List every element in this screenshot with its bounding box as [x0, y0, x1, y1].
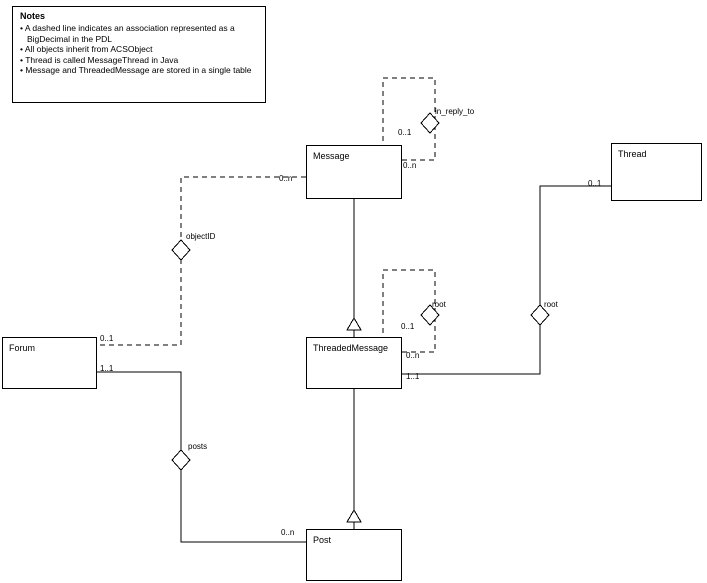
class-box-message[interactable]	[306, 145, 402, 199]
class-name-message: Message	[313, 151, 350, 161]
class-box-forum[interactable]	[2, 337, 97, 389]
notes-title: Notes	[20, 11, 46, 21]
role-label-in-reply-to: in_reply_to	[435, 107, 475, 116]
role-label-posts: posts	[188, 442, 208, 451]
multiplicity-label: 1..1	[100, 364, 114, 373]
multiplicity-label: 0..n	[406, 351, 420, 360]
note-item: • Thread is called MessageThread in Java	[20, 55, 259, 66]
generalization-arrow-message	[347, 318, 361, 330]
notes-box	[12, 6, 266, 103]
multiplicity-label: 0..1	[100, 334, 114, 343]
multiplicity-label: 0..1	[588, 179, 602, 188]
edge-forum-posts-post	[97, 372, 306, 542]
multiplicity-label: 0..n	[403, 161, 417, 170]
class-name-threadedmessage: ThreadedMessage	[313, 343, 389, 353]
note-item: • A dashed line indicates an association represented as a BigDecimal in the PDL	[20, 23, 259, 44]
edge-thread-root-threadedmessage	[402, 186, 611, 374]
class-box-thread[interactable]	[611, 143, 702, 201]
class-name-thread: Thread	[618, 149, 647, 159]
multiplicity-label: 0..1	[398, 128, 412, 137]
role-label-root-thread: root	[544, 300, 558, 309]
diamond-objectid	[172, 240, 190, 260]
role-label-objectid: objectID	[186, 232, 216, 241]
multiplicity-label: 1..1	[406, 372, 420, 381]
diamond-in-reply-to	[421, 113, 439, 133]
class-box-post[interactable]	[306, 529, 402, 581]
diamond-posts	[172, 450, 190, 470]
class-name-forum: Forum	[9, 343, 36, 353]
multiplicity-label: 0..1	[401, 322, 415, 331]
generalization-arrow-threadedmessage	[347, 510, 361, 522]
note-item: • All objects inherit from ACSObject	[20, 44, 259, 55]
notes-list	[20, 23, 259, 76]
multiplicity-label: 0..n	[281, 528, 295, 537]
role-label-root-self: root	[432, 300, 446, 309]
note-item: • Message and ThreadedMessage are stored in a single table	[20, 65, 259, 76]
multiplicity-label: 0..n	[279, 174, 293, 183]
edge-message-objectid-forum	[97, 177, 306, 345]
class-box-threadedmessage[interactable]	[306, 337, 402, 389]
class-name-post: Post	[313, 535, 332, 545]
